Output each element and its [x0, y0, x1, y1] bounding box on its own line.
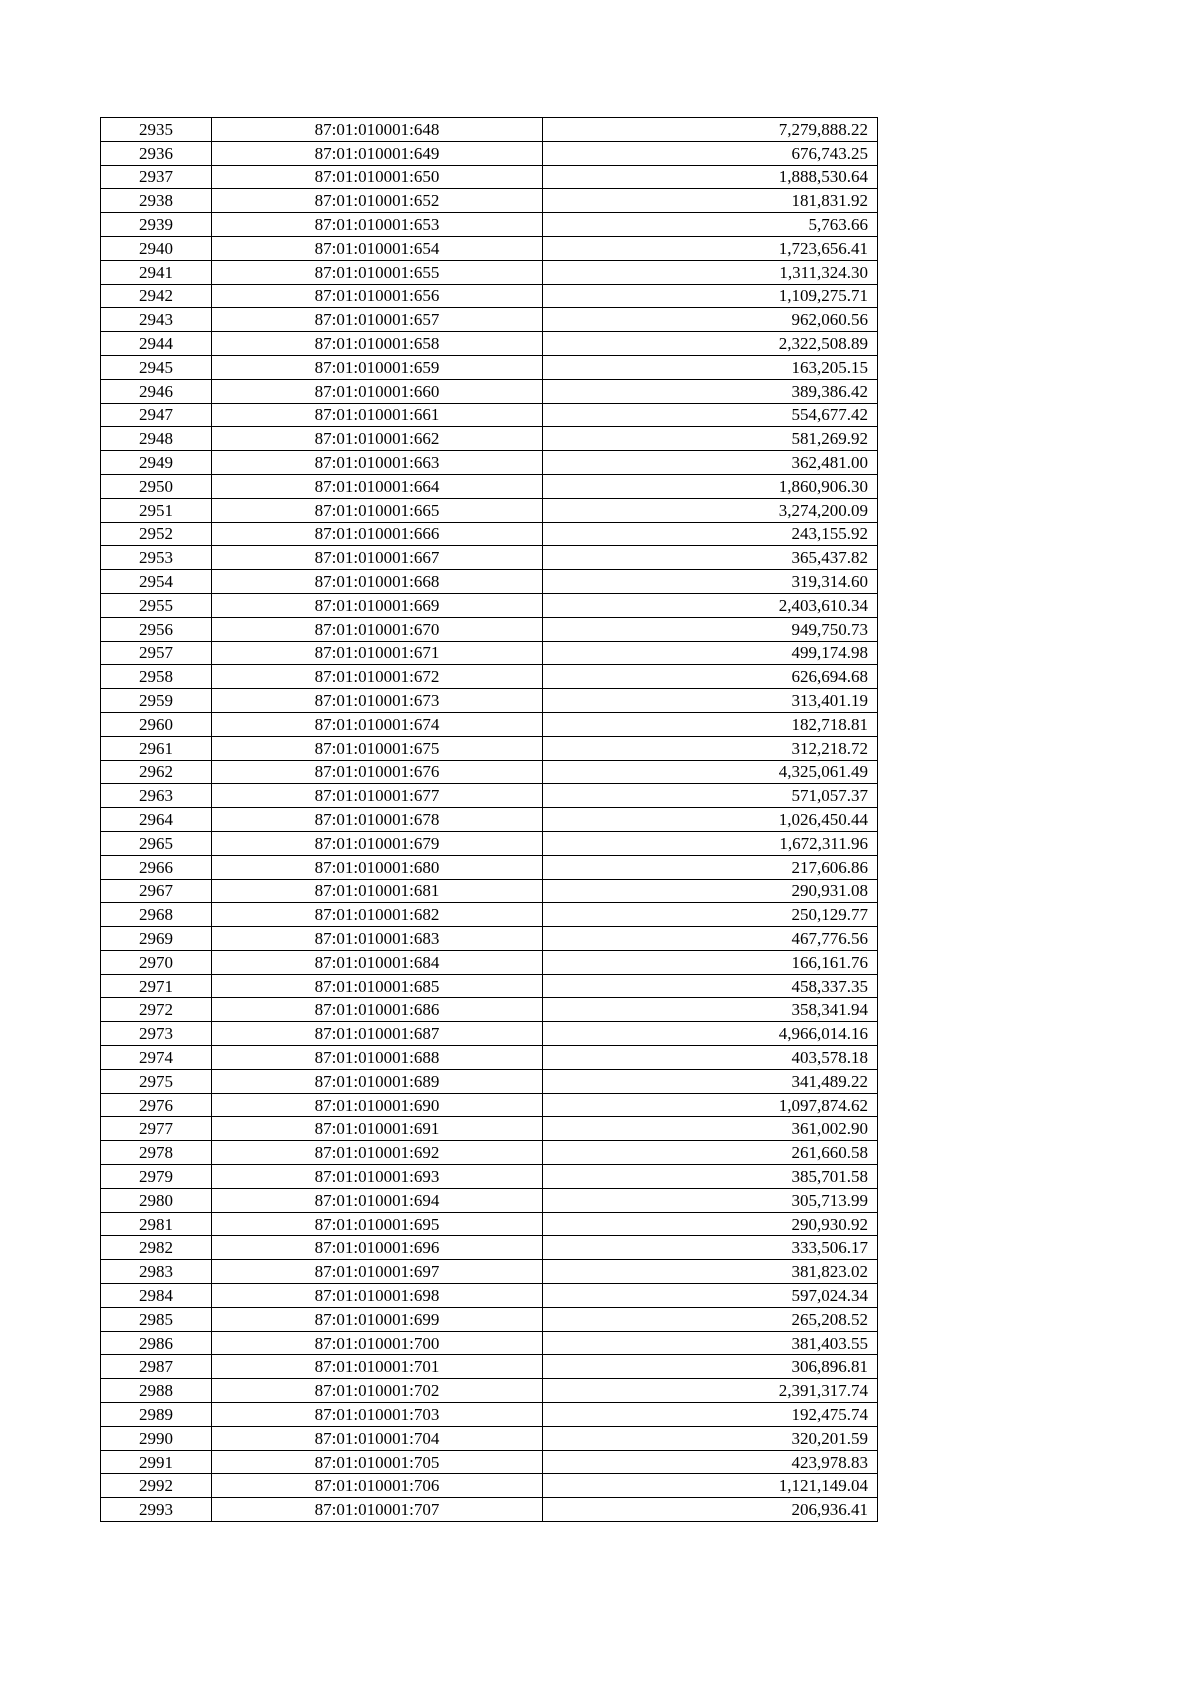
row-number-cell: 2946	[101, 379, 212, 403]
row-number-cell: 2958	[101, 665, 212, 689]
cadastral-number-cell: 87:01:010001:689	[212, 1069, 543, 1093]
row-number-cell: 2955	[101, 593, 212, 617]
table-row	[101, 1212, 878, 1236]
value-cell: 554,677.42	[543, 403, 878, 427]
value-cell: 320,201.59	[543, 1426, 878, 1450]
table-row	[101, 1426, 878, 1450]
row-number-cell: 2953	[101, 546, 212, 570]
row-number-cell: 2984	[101, 1284, 212, 1308]
row-number-cell: 2938	[101, 189, 212, 213]
table-row	[101, 1117, 878, 1141]
cadastral-number-cell: 87:01:010001:653	[212, 213, 543, 237]
table-row	[101, 260, 878, 284]
row-number-cell: 2939	[101, 213, 212, 237]
cadastral-number-cell: 87:01:010001:688	[212, 1046, 543, 1070]
table-row	[101, 831, 878, 855]
value-cell: 571,057.37	[543, 784, 878, 808]
row-number-cell: 2977	[101, 1117, 212, 1141]
value-cell: 265,208.52	[543, 1307, 878, 1331]
cadastral-number-cell: 87:01:010001:660	[212, 379, 543, 403]
table-row	[101, 1093, 878, 1117]
table-row	[101, 855, 878, 879]
cadastral-number-cell: 87:01:010001:674	[212, 712, 543, 736]
row-number-cell: 2960	[101, 712, 212, 736]
cadastral-number-cell: 87:01:010001:670	[212, 617, 543, 641]
table-row	[101, 522, 878, 546]
row-number-cell: 2949	[101, 451, 212, 475]
table-row	[101, 403, 878, 427]
value-cell: 182,718.81	[543, 712, 878, 736]
cadastral-number-cell: 87:01:010001:678	[212, 808, 543, 832]
row-number-cell: 2986	[101, 1331, 212, 1355]
table-row	[101, 379, 878, 403]
row-number-cell: 2987	[101, 1355, 212, 1379]
value-cell: 1,860,906.30	[543, 474, 878, 498]
row-number-cell: 2970	[101, 950, 212, 974]
row-number-cell: 2968	[101, 903, 212, 927]
cadastral-number-cell: 87:01:010001:686	[212, 998, 543, 1022]
cadastral-number-cell: 87:01:010001:672	[212, 665, 543, 689]
table-row	[101, 189, 878, 213]
row-number-cell: 2943	[101, 308, 212, 332]
value-cell: 389,386.42	[543, 379, 878, 403]
row-number-cell: 2948	[101, 427, 212, 451]
value-cell: 385,701.58	[543, 1165, 878, 1189]
cadastral-number-cell: 87:01:010001:650	[212, 165, 543, 189]
table-row	[101, 1403, 878, 1427]
value-cell: 381,823.02	[543, 1260, 878, 1284]
row-number-cell: 2981	[101, 1212, 212, 1236]
row-number-cell: 2936	[101, 141, 212, 165]
table-row	[101, 712, 878, 736]
table-row	[101, 1260, 878, 1284]
table-row	[101, 1188, 878, 1212]
row-number-cell: 2976	[101, 1093, 212, 1117]
row-number-cell: 2990	[101, 1426, 212, 1450]
table-row	[101, 165, 878, 189]
cadastral-number-cell: 87:01:010001:668	[212, 570, 543, 594]
value-cell: 1,121,149.04	[543, 1474, 878, 1498]
table-row	[101, 998, 878, 1022]
table-row	[101, 141, 878, 165]
row-number-cell: 2961	[101, 736, 212, 760]
value-cell: 365,437.82	[543, 546, 878, 570]
cadastral-number-cell: 87:01:010001:690	[212, 1093, 543, 1117]
row-number-cell: 2942	[101, 284, 212, 308]
value-cell: 381,403.55	[543, 1331, 878, 1355]
value-cell: 1,026,450.44	[543, 808, 878, 832]
cadastral-number-cell: 87:01:010001:656	[212, 284, 543, 308]
value-cell: 7,279,888.22	[543, 118, 878, 142]
cadastral-number-cell: 87:01:010001:652	[212, 189, 543, 213]
cadastral-number-cell: 87:01:010001:648	[212, 118, 543, 142]
row-number-cell: 2956	[101, 617, 212, 641]
cadastral-number-cell: 87:01:010001:675	[212, 736, 543, 760]
value-cell: 2,322,508.89	[543, 332, 878, 356]
row-number-cell: 2969	[101, 927, 212, 951]
value-cell: 1,109,275.71	[543, 284, 878, 308]
cadastral-number-cell: 87:01:010001:704	[212, 1426, 543, 1450]
cadastral-number-cell: 87:01:010001:673	[212, 689, 543, 713]
cadastral-number-cell: 87:01:010001:667	[212, 546, 543, 570]
cadastral-number-cell: 87:01:010001:679	[212, 831, 543, 855]
registry-table	[100, 117, 878, 1522]
cadastral-number-cell: 87:01:010001:664	[212, 474, 543, 498]
table-row	[101, 593, 878, 617]
cadastral-number-cell: 87:01:010001:680	[212, 855, 543, 879]
cadastral-number-cell: 87:01:010001:697	[212, 1260, 543, 1284]
cadastral-number-cell: 87:01:010001:685	[212, 974, 543, 998]
cadastral-number-cell: 87:01:010001:677	[212, 784, 543, 808]
cadastral-number-cell: 87:01:010001:659	[212, 355, 543, 379]
table-row	[101, 617, 878, 641]
cadastral-number-cell: 87:01:010001:699	[212, 1307, 543, 1331]
table-row	[101, 903, 878, 927]
table-row	[101, 1236, 878, 1260]
row-number-cell: 2935	[101, 118, 212, 142]
table-row	[101, 879, 878, 903]
table-row	[101, 332, 878, 356]
table-row	[101, 1022, 878, 1046]
cadastral-number-cell: 87:01:010001:706	[212, 1474, 543, 1498]
value-cell: 4,325,061.49	[543, 760, 878, 784]
row-number-cell: 2980	[101, 1188, 212, 1212]
value-cell: 1,723,656.41	[543, 236, 878, 260]
row-number-cell: 2971	[101, 974, 212, 998]
cadastral-number-cell: 87:01:010001:692	[212, 1141, 543, 1165]
cadastral-number-cell: 87:01:010001:691	[212, 1117, 543, 1141]
value-cell: 2,391,317.74	[543, 1379, 878, 1403]
table-row	[101, 284, 878, 308]
cadastral-number-cell: 87:01:010001:676	[212, 760, 543, 784]
table-row	[101, 1141, 878, 1165]
value-cell: 949,750.73	[543, 617, 878, 641]
value-cell: 458,337.35	[543, 974, 878, 998]
table-row	[101, 808, 878, 832]
table-row	[101, 1165, 878, 1189]
row-number-cell: 2951	[101, 498, 212, 522]
row-number-cell: 2944	[101, 332, 212, 356]
row-number-cell: 2985	[101, 1307, 212, 1331]
table-row	[101, 974, 878, 998]
table-row	[101, 641, 878, 665]
cadastral-number-cell: 87:01:010001:700	[212, 1331, 543, 1355]
cadastral-number-cell: 87:01:010001:663	[212, 451, 543, 475]
cadastral-number-cell: 87:01:010001:701	[212, 1355, 543, 1379]
table-row	[101, 1046, 878, 1070]
row-number-cell: 2974	[101, 1046, 212, 1070]
value-cell: 166,161.76	[543, 950, 878, 974]
cadastral-number-cell: 87:01:010001:698	[212, 1284, 543, 1308]
row-number-cell: 2989	[101, 1403, 212, 1427]
cadastral-number-cell: 87:01:010001:657	[212, 308, 543, 332]
table-row	[101, 1450, 878, 1474]
value-cell: 217,606.86	[543, 855, 878, 879]
value-cell: 403,578.18	[543, 1046, 878, 1070]
row-number-cell: 2954	[101, 570, 212, 594]
value-cell: 250,129.77	[543, 903, 878, 927]
cadastral-number-cell: 87:01:010001:687	[212, 1022, 543, 1046]
cadastral-number-cell: 87:01:010001:658	[212, 332, 543, 356]
row-number-cell: 2964	[101, 808, 212, 832]
value-cell: 319,314.60	[543, 570, 878, 594]
row-number-cell: 2973	[101, 1022, 212, 1046]
row-number-cell: 2979	[101, 1165, 212, 1189]
row-number-cell: 2963	[101, 784, 212, 808]
value-cell: 3,274,200.09	[543, 498, 878, 522]
cadastral-number-cell: 87:01:010001:705	[212, 1450, 543, 1474]
row-number-cell: 2950	[101, 474, 212, 498]
value-cell: 341,489.22	[543, 1069, 878, 1093]
value-cell: 499,174.98	[543, 641, 878, 665]
value-cell: 181,831.92	[543, 189, 878, 213]
table-row	[101, 498, 878, 522]
table-row	[101, 950, 878, 974]
value-cell: 313,401.19	[543, 689, 878, 713]
cadastral-number-cell: 87:01:010001:696	[212, 1236, 543, 1260]
table-row	[101, 665, 878, 689]
row-number-cell: 2983	[101, 1260, 212, 1284]
value-cell: 358,341.94	[543, 998, 878, 1022]
cadastral-number-cell: 87:01:010001:666	[212, 522, 543, 546]
row-number-cell: 2945	[101, 355, 212, 379]
cadastral-number-cell: 87:01:010001:649	[212, 141, 543, 165]
table-row	[101, 546, 878, 570]
row-number-cell: 2975	[101, 1069, 212, 1093]
table-row	[101, 736, 878, 760]
value-cell: 192,475.74	[543, 1403, 878, 1427]
cadastral-number-cell: 87:01:010001:671	[212, 641, 543, 665]
cadastral-number-cell: 87:01:010001:681	[212, 879, 543, 903]
row-number-cell: 2937	[101, 165, 212, 189]
table-row	[101, 1498, 878, 1522]
cadastral-number-cell: 87:01:010001:683	[212, 927, 543, 951]
value-cell: 962,060.56	[543, 308, 878, 332]
row-number-cell: 2941	[101, 260, 212, 284]
cadastral-number-cell: 87:01:010001:703	[212, 1403, 543, 1427]
table-row	[101, 1474, 878, 1498]
row-number-cell: 2957	[101, 641, 212, 665]
table-row	[101, 927, 878, 951]
cadastral-number-cell: 87:01:010001:655	[212, 260, 543, 284]
cadastral-number-cell: 87:01:010001:665	[212, 498, 543, 522]
table-row	[101, 570, 878, 594]
value-cell: 1,311,324.30	[543, 260, 878, 284]
cadastral-number-cell: 87:01:010001:662	[212, 427, 543, 451]
table-row	[101, 1355, 878, 1379]
row-number-cell: 2978	[101, 1141, 212, 1165]
row-number-cell: 2993	[101, 1498, 212, 1522]
table-row	[101, 1284, 878, 1308]
row-number-cell: 2982	[101, 1236, 212, 1260]
table-row	[101, 1379, 878, 1403]
table-row	[101, 760, 878, 784]
table-row	[101, 118, 878, 142]
value-cell: 4,966,014.16	[543, 1022, 878, 1046]
value-cell: 597,024.34	[543, 1284, 878, 1308]
table-row	[101, 689, 878, 713]
cadastral-number-cell: 87:01:010001:693	[212, 1165, 543, 1189]
cadastral-number-cell: 87:01:010001:661	[212, 403, 543, 427]
row-number-cell: 2940	[101, 236, 212, 260]
cadastral-number-cell: 87:01:010001:669	[212, 593, 543, 617]
cadastral-number-cell: 87:01:010001:695	[212, 1212, 543, 1236]
row-number-cell: 2959	[101, 689, 212, 713]
cadastral-number-cell: 87:01:010001:682	[212, 903, 543, 927]
row-number-cell: 2972	[101, 998, 212, 1022]
table-row	[101, 427, 878, 451]
table-row	[101, 1307, 878, 1331]
value-cell: 163,205.15	[543, 355, 878, 379]
value-cell: 361,002.90	[543, 1117, 878, 1141]
row-number-cell: 2966	[101, 855, 212, 879]
value-cell: 2,403,610.34	[543, 593, 878, 617]
table-row	[101, 1069, 878, 1093]
cadastral-number-cell: 87:01:010001:702	[212, 1379, 543, 1403]
row-number-cell: 2947	[101, 403, 212, 427]
table-row	[101, 474, 878, 498]
value-cell: 243,155.92	[543, 522, 878, 546]
row-number-cell: 2991	[101, 1450, 212, 1474]
row-number-cell: 2952	[101, 522, 212, 546]
value-cell: 581,269.92	[543, 427, 878, 451]
value-cell: 1,888,530.64	[543, 165, 878, 189]
value-cell: 290,930.92	[543, 1212, 878, 1236]
value-cell: 261,660.58	[543, 1141, 878, 1165]
value-cell: 467,776.56	[543, 927, 878, 951]
value-cell: 290,931.08	[543, 879, 878, 903]
row-number-cell: 2965	[101, 831, 212, 855]
value-cell: 312,218.72	[543, 736, 878, 760]
value-cell: 626,694.68	[543, 665, 878, 689]
value-cell: 362,481.00	[543, 451, 878, 475]
value-cell: 423,978.83	[543, 1450, 878, 1474]
table-row	[101, 784, 878, 808]
cadastral-number-cell: 87:01:010001:654	[212, 236, 543, 260]
table-row	[101, 213, 878, 237]
table-row	[101, 355, 878, 379]
value-cell: 305,713.99	[543, 1188, 878, 1212]
table-row	[101, 308, 878, 332]
registry-table-body	[101, 118, 878, 1522]
table-row	[101, 451, 878, 475]
value-cell: 1,672,311.96	[543, 831, 878, 855]
value-cell: 1,097,874.62	[543, 1093, 878, 1117]
value-cell: 206,936.41	[543, 1498, 878, 1522]
table-row	[101, 1331, 878, 1355]
value-cell: 333,506.17	[543, 1236, 878, 1260]
table-row	[101, 236, 878, 260]
row-number-cell: 2962	[101, 760, 212, 784]
cadastral-number-cell: 87:01:010001:694	[212, 1188, 543, 1212]
row-number-cell: 2992	[101, 1474, 212, 1498]
cadastral-number-cell: 87:01:010001:707	[212, 1498, 543, 1522]
value-cell: 306,896.81	[543, 1355, 878, 1379]
cadastral-number-cell: 87:01:010001:684	[212, 950, 543, 974]
row-number-cell: 2967	[101, 879, 212, 903]
row-number-cell: 2988	[101, 1379, 212, 1403]
value-cell: 676,743.25	[543, 141, 878, 165]
value-cell: 5,763.66	[543, 213, 878, 237]
